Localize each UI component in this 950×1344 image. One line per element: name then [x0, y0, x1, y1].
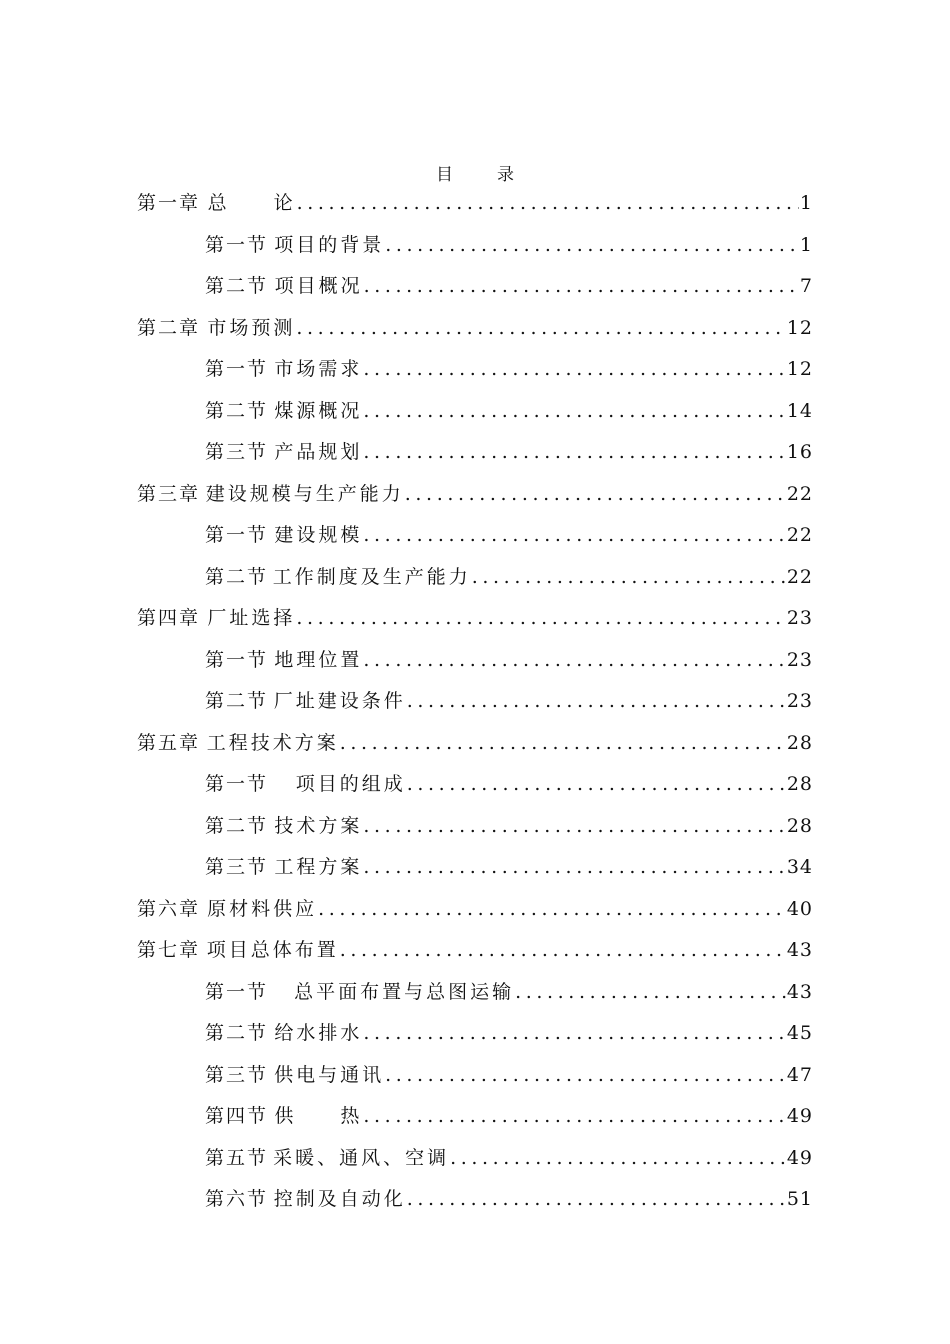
- toc-entry-title: 厂址选择: [207, 607, 296, 629]
- toc-page-number: 23: [786, 607, 813, 629]
- toc-page-number: 22: [786, 524, 813, 546]
- toc-entry-title: 建设规模与生产能力: [205, 482, 404, 505]
- toc-entry-number: 第七章: [137, 939, 201, 961]
- toc-section-entry[interactable]: [205, 1060, 813, 1100]
- toc-entry-title: 控制及自动化: [273, 1188, 406, 1210]
- toc-entry-number: 第六节: [205, 1188, 269, 1210]
- toc-page-number: 28: [786, 731, 813, 754]
- toc-section-entry[interactable]: [205, 811, 813, 851]
- toc-chapter-entry[interactable]: [137, 935, 813, 975]
- toc-entry-title: 地理位置: [274, 648, 363, 671]
- toc-chapter-entry[interactable]: [137, 313, 813, 353]
- toc-entry-number: 第六章: [137, 897, 201, 920]
- toc-dot-leader: [515, 981, 786, 1003]
- toc-entry-title: 煤源概况: [274, 399, 363, 422]
- toc-entry-title: 总 论: [207, 192, 296, 214]
- toc-section-entry[interactable]: [205, 645, 813, 685]
- toc-section-entry[interactable]: [205, 230, 813, 270]
- toc-entry-number: 第一节: [205, 980, 269, 1003]
- toc-chapter-entry[interactable]: [137, 728, 813, 768]
- toc-entry-number: 第五章: [137, 731, 201, 754]
- toc-entry-number: 第二节: [205, 690, 269, 712]
- toc-section-entry[interactable]: [205, 520, 813, 560]
- toc-page-number: 22: [786, 482, 813, 505]
- toc-entry-title: 项目的组成: [273, 773, 406, 795]
- toc-entry-number: 第二节: [205, 399, 269, 422]
- toc-entry-number: 第二节: [205, 814, 269, 837]
- toc-section-entry[interactable]: [205, 562, 813, 602]
- toc-page-number: 28: [786, 773, 813, 795]
- toc-entry-title: 项目的背景: [274, 233, 385, 256]
- toc-entry-number: 第二节: [205, 565, 269, 588]
- toc-entry-number: 第四节: [205, 1105, 269, 1127]
- toc-dot-leader: [340, 939, 786, 961]
- toc-dot-leader: [364, 275, 799, 297]
- toc-chapter-entry[interactable]: [137, 603, 813, 643]
- toc-section-entry[interactable]: [205, 769, 813, 809]
- toc-heading: [0, 160, 950, 185]
- toc-entry-title: 建设规模: [274, 524, 363, 546]
- toc-dot-leader: [340, 732, 786, 754]
- toc-section-entry[interactable]: [205, 354, 813, 394]
- toc-section-entry[interactable]: [205, 1143, 813, 1183]
- toc-entry-number: 第五节: [205, 1146, 269, 1169]
- toc-page-number: 23: [786, 690, 813, 712]
- toc-chapter-entry[interactable]: [137, 894, 813, 934]
- toc-entry-number: 第四章: [137, 607, 201, 629]
- toc-entry-number: 第二章: [137, 316, 201, 339]
- toc-page-number: 12: [786, 316, 813, 339]
- toc-page-number: 51: [786, 1188, 813, 1210]
- toc-entry-title: 市场预测: [207, 316, 296, 339]
- toc-entry-number: 第一节: [205, 648, 269, 671]
- toc-page-number: 43: [786, 980, 813, 1003]
- toc-dot-leader: [450, 1147, 786, 1169]
- toc-dot-leader: [385, 1064, 786, 1086]
- toc-entry-title: 工程方案: [274, 856, 363, 878]
- toc-entry-title: 总平面布置与总图运输: [272, 980, 515, 1003]
- toc-page-number: 43: [786, 939, 813, 961]
- toc-dot-leader: [363, 1105, 785, 1127]
- toc-dot-leader: [363, 441, 785, 463]
- toc-page-number: 1: [799, 192, 813, 214]
- toc-section-entry[interactable]: [205, 437, 813, 477]
- toc-page-number: 28: [786, 814, 813, 837]
- toc-section-entry[interactable]: [205, 1101, 813, 1141]
- toc-section-entry[interactable]: [205, 977, 813, 1017]
- toc-page-number: 23: [786, 648, 813, 671]
- toc-entry-title: 工程技术方案: [206, 731, 339, 754]
- toc-dot-leader: [296, 607, 785, 629]
- toc-section-entry[interactable]: [205, 1018, 813, 1058]
- toc-entry-title: 厂址建设条件: [273, 690, 406, 712]
- toc-chapter-entry[interactable]: [137, 188, 813, 228]
- toc-heading-char-1: 目: [436, 165, 453, 185]
- toc-entry-number: 第三节: [205, 441, 269, 463]
- toc-entry-title: 工作制度及生产能力: [272, 565, 471, 588]
- toc-page-number: 14: [786, 399, 813, 422]
- toc-section-entry[interactable]: [205, 396, 813, 436]
- toc-section-entry[interactable]: [205, 686, 813, 726]
- toc-dot-leader: [385, 234, 799, 256]
- toc-dot-leader: [297, 192, 799, 214]
- toc-page-number: 16: [786, 441, 813, 463]
- toc-entry-title: 采暖、通风、空调: [273, 1146, 450, 1169]
- toc-entry-title: 产品规划: [274, 441, 363, 463]
- toc-entry-number: 第一章: [137, 192, 201, 214]
- toc-dot-leader: [363, 815, 785, 837]
- toc-entry-number: 第三节: [205, 856, 269, 878]
- toc-page-number: 12: [786, 358, 813, 380]
- toc-page-number: 49: [786, 1105, 813, 1127]
- toc-entry-title: 市场需求: [274, 358, 363, 380]
- toc-entry-number: 第二节: [205, 1022, 269, 1044]
- toc-page-number: 47: [786, 1063, 813, 1086]
- toc-entry-title: 原材料供应: [207, 897, 318, 920]
- toc-dot-leader: [296, 317, 785, 339]
- toc-section-entry[interactable]: [205, 271, 813, 311]
- toc-entry-title: 给水排水: [274, 1022, 363, 1044]
- toc-dot-leader: [407, 1188, 786, 1210]
- toc-entry-title: 项目概况: [274, 275, 363, 297]
- toc-dot-leader: [363, 358, 785, 380]
- toc-chapter-entry[interactable]: [137, 479, 813, 519]
- toc-page-number: 1: [799, 233, 813, 256]
- toc-section-entry[interactable]: [205, 852, 813, 892]
- toc-dot-leader: [363, 1022, 785, 1044]
- toc-dot-leader: [407, 773, 786, 795]
- toc-dot-leader: [318, 898, 786, 920]
- toc-page-number: 7: [799, 275, 813, 297]
- toc-dot-leader: [472, 566, 786, 588]
- toc-page-number: 22: [786, 565, 813, 588]
- toc-entry-title: 项目总体布置: [206, 939, 339, 961]
- toc-page-number: 49: [786, 1146, 813, 1169]
- toc-entry-number: 第二节: [205, 275, 269, 297]
- toc-dot-leader: [405, 483, 786, 505]
- toc-entry-title: 供电与通讯: [274, 1063, 385, 1086]
- toc-dot-leader: [363, 400, 785, 422]
- toc-dot-leader: [363, 856, 785, 878]
- toc-entry-number: 第三节: [205, 1063, 269, 1086]
- toc-dot-leader: [363, 524, 785, 546]
- toc-entry-title: 供 热: [274, 1105, 363, 1127]
- toc-section-entry[interactable]: [205, 1184, 813, 1224]
- toc-entry-number: 第一节: [205, 524, 269, 546]
- toc-page-number: 40: [786, 897, 813, 920]
- toc-dot-leader: [363, 649, 785, 671]
- toc-dot-leader: [407, 690, 786, 712]
- toc-page-number: 34: [786, 856, 813, 878]
- toc-entry-number: 第三章: [137, 482, 201, 505]
- toc-heading-char-2: 录: [497, 165, 514, 185]
- toc-page-number: 45: [786, 1022, 813, 1044]
- toc-entry-number: 第一节: [205, 773, 269, 795]
- toc-entry-title: 技术方案: [274, 814, 363, 837]
- toc-entry-number: 第一节: [205, 358, 269, 380]
- toc-entry-number: 第一节: [205, 233, 269, 256]
